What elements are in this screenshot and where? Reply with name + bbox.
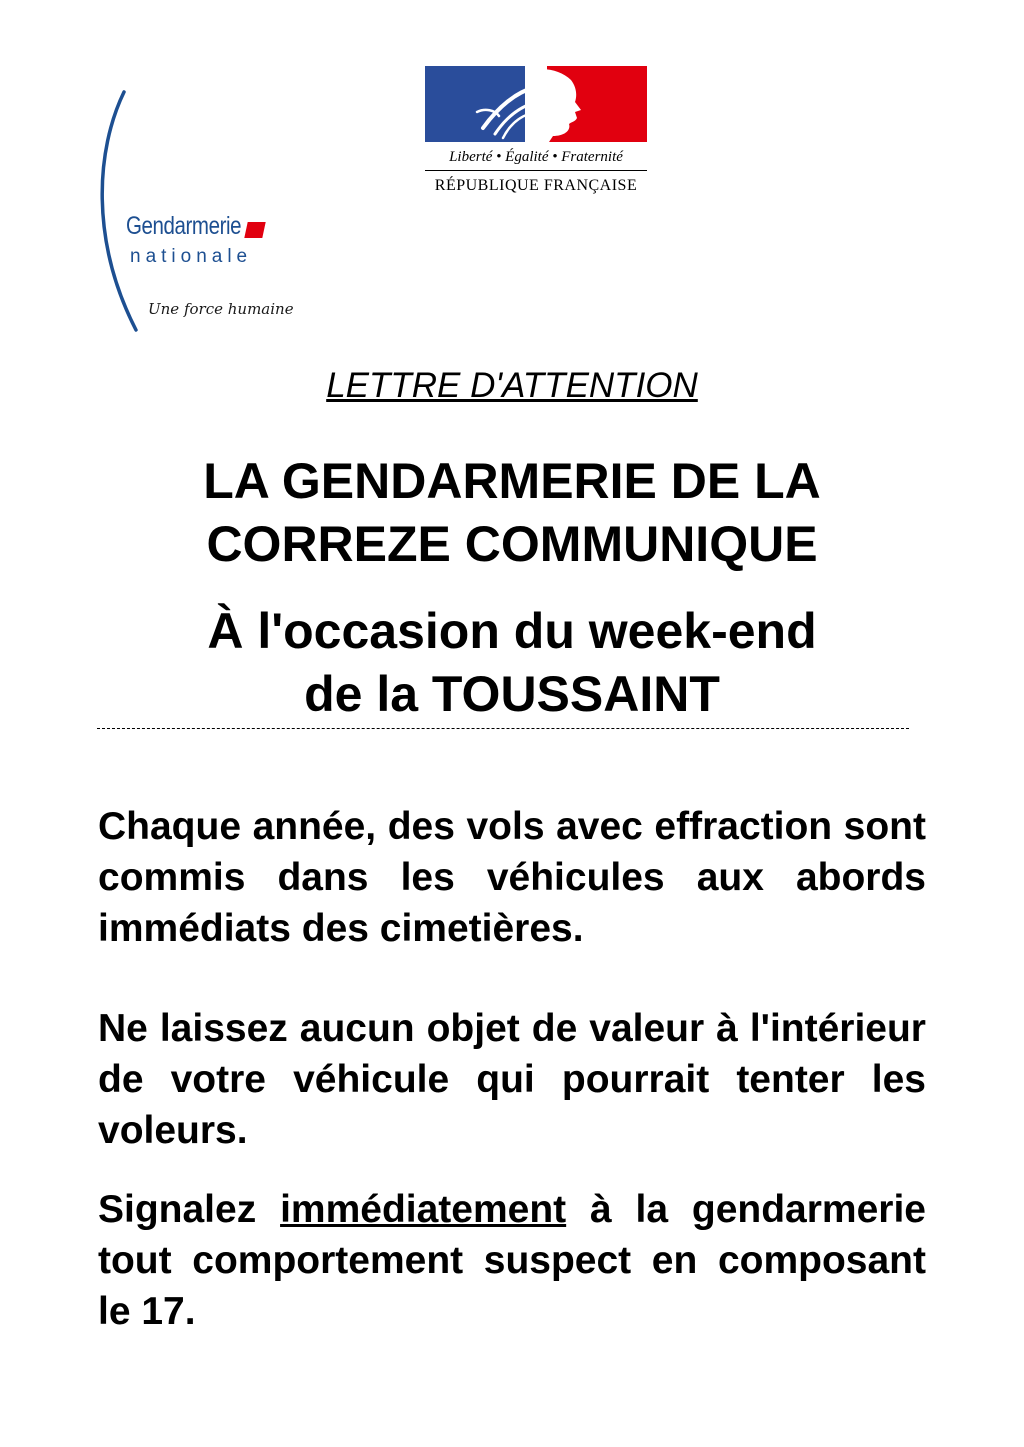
headline-line-1: LA GENDARMERIE DE LA <box>203 453 821 509</box>
republique-motto: Liberté • Égalité • Fraternité <box>449 149 623 165</box>
gendarmerie-slogan: Une force humaine <box>148 300 294 318</box>
occasion-line-1: À l'occasion du week-end <box>207 603 817 659</box>
headline-line-2: CORREZE COMMUNIQUE <box>206 516 818 572</box>
gendarmerie-subtitle: nationale <box>130 246 253 267</box>
occasion-line-2: de la TOUSSAINT <box>304 666 720 722</box>
dashed-separator <box>97 728 909 729</box>
body-paragraph-2: Ne laissez aucun objet de valeur à l'intérieur de votre véhicule qui pourrait tenter les voleurs. <box>98 1007 926 1152</box>
paragraph-3-start: Signalez <box>98 1188 257 1231</box>
occasion-heading <box>62 600 962 726</box>
gendarmerie-logo <box>90 90 294 340</box>
gendarmerie-flag-icon <box>244 222 265 238</box>
paragraph-3-end: à la gendarmerie tout comportement suspect en composant le 17. <box>98 1188 926 1333</box>
headline <box>62 450 962 576</box>
republique-francaise-logo <box>420 66 652 206</box>
marianne-flag-icon <box>425 66 647 142</box>
body-paragraph-3 <box>98 1184 926 1337</box>
republique-divider <box>425 170 647 171</box>
letter-type-heading: LETTRE D'ATTENTION <box>326 366 698 405</box>
paragraph-3-emphasis: immédiatement <box>280 1188 567 1231</box>
body-paragraph-1: Chaque année, des vols avec effraction sont commis dans les véhicules aux abords immédiats des cimetières. <box>98 805 926 950</box>
gendarmerie-name: Gendarmerie <box>126 212 242 240</box>
republique-name: RÉPUBLIQUE FRANÇAISE <box>434 177 638 194</box>
